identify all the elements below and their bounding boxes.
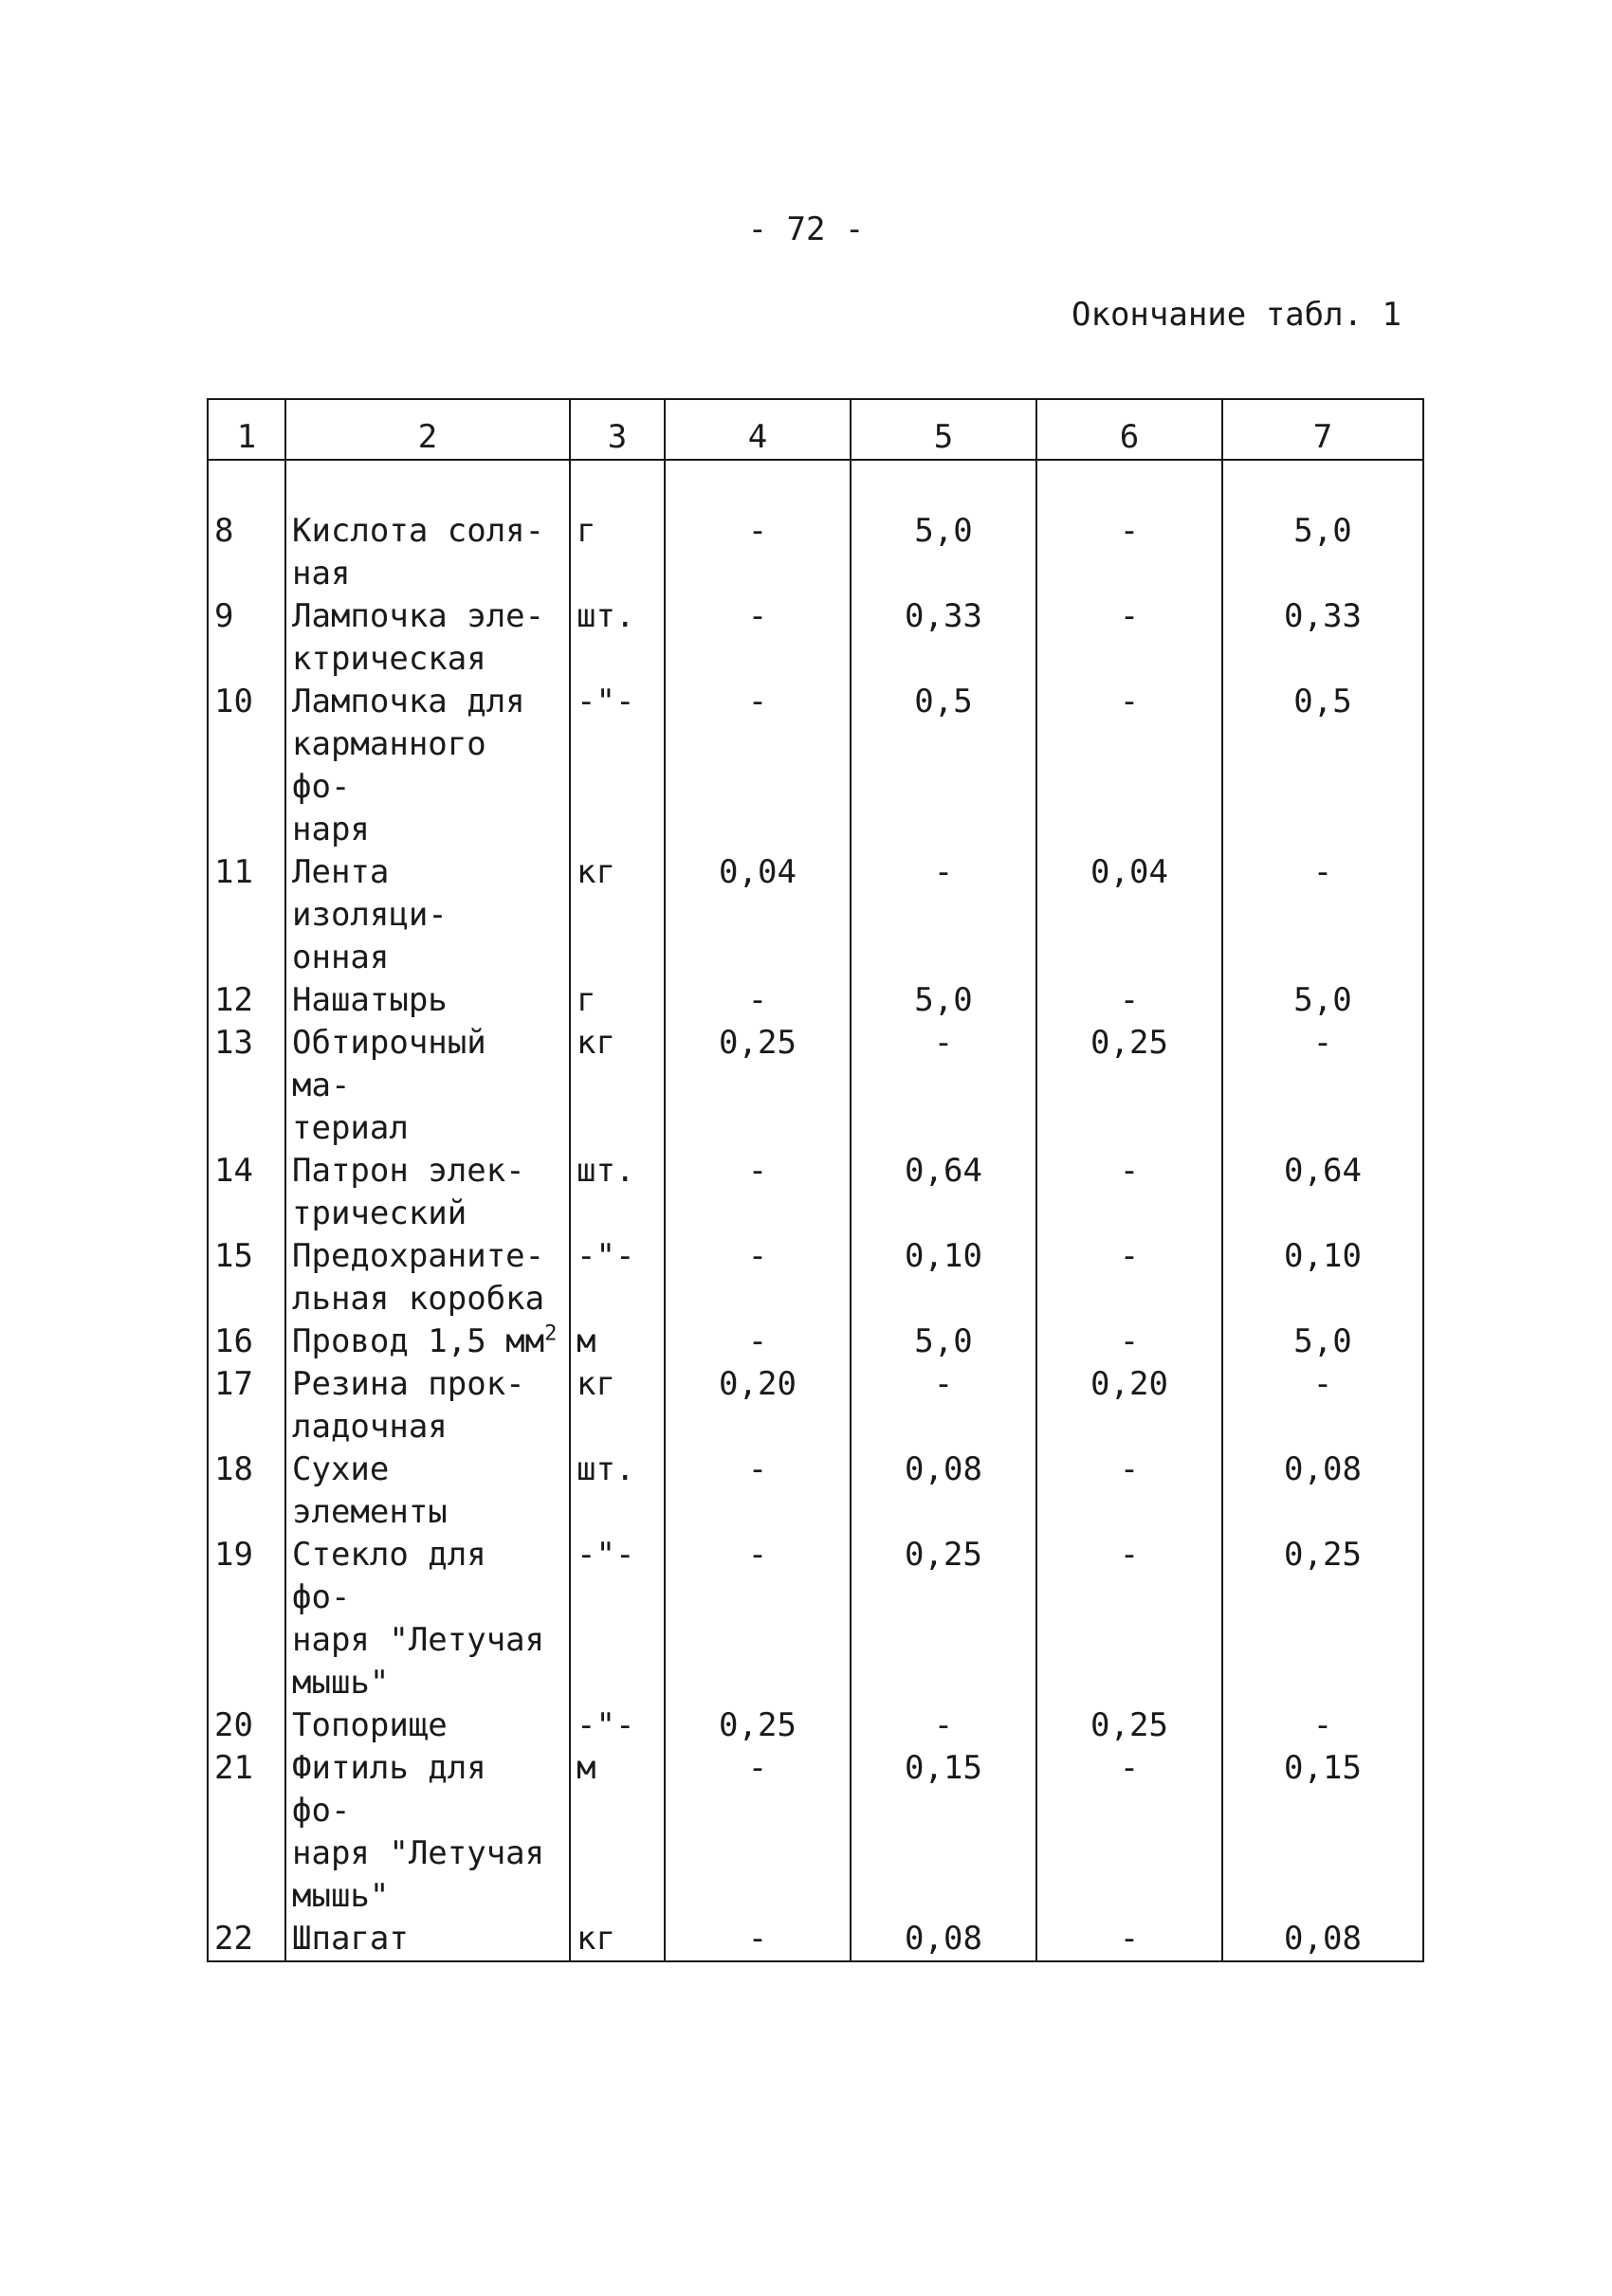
- table-row: [208, 1704, 1423, 1747]
- column-5-value: [851, 1918, 1036, 1961]
- unit-of-measure-text: кг: [577, 1024, 615, 1062]
- column-4-value: [665, 1321, 851, 1363]
- column-6-value: [1036, 1747, 1222, 1918]
- row-number-text: 8: [214, 512, 234, 550]
- column-5-value: [851, 851, 1036, 979]
- row-number: [208, 1534, 285, 1704]
- material-name-text: Резина прок- ладочная: [292, 1365, 525, 1446]
- column-7-value: [1222, 1918, 1423, 1961]
- material-name: [285, 1022, 570, 1150]
- table-caption: Окончание табл. 1: [1072, 296, 1401, 334]
- unit-of-measure-text: -"-: [577, 683, 635, 720]
- column-6-value: [1036, 1363, 1222, 1449]
- column-6-value-text: -: [1119, 1749, 1140, 1787]
- column-5-value-text: 0,08: [905, 1450, 982, 1488]
- row-number: [208, 851, 285, 979]
- table-row: [208, 851, 1423, 979]
- column-5-value-text: 0,10: [905, 1237, 982, 1275]
- row-number-text: 12: [214, 981, 253, 1019]
- column-7-value: [1222, 979, 1423, 1022]
- column-5-value: [851, 1747, 1036, 1918]
- unit-of-measure: [570, 1534, 665, 1704]
- column-4-value: [665, 1747, 851, 1918]
- table-row: [208, 1235, 1423, 1321]
- column-4-value-text: -: [747, 1152, 768, 1190]
- column-6-value: [1036, 1150, 1222, 1235]
- column-header: 1: [208, 399, 285, 460]
- row-number-text: 18: [214, 1450, 253, 1488]
- unit-of-measure: [570, 1918, 665, 1961]
- column-7-value-text: -: [1312, 1706, 1333, 1744]
- unit-of-measure-text: -"-: [577, 1536, 635, 1574]
- row-number-text: 19: [214, 1536, 253, 1574]
- column-7-value: [1222, 595, 1423, 681]
- table-row: [208, 1534, 1423, 1704]
- column-6-value: [1036, 851, 1222, 979]
- column-4-value: [665, 979, 851, 1022]
- column-4-value: [665, 681, 851, 851]
- unit-of-measure: [570, 979, 665, 1022]
- material-name-text: Предохраните- льная коробка: [292, 1237, 545, 1318]
- table-row: [208, 510, 1423, 595]
- column-5-value: [851, 1704, 1036, 1747]
- material-name: [285, 1321, 570, 1363]
- column-7-value: [1222, 681, 1423, 851]
- table-row: [208, 595, 1423, 681]
- column-6-value: [1036, 510, 1222, 595]
- unit-of-measure: [570, 851, 665, 979]
- column-4-value: [665, 851, 851, 979]
- column-7-value: [1222, 1363, 1423, 1449]
- unit-of-measure-text: кг: [577, 853, 615, 891]
- table-row: [208, 979, 1423, 1022]
- row-number: [208, 510, 285, 595]
- table-row: [208, 681, 1423, 851]
- unit-of-measure: [570, 1704, 665, 1747]
- column-4-value-text: 0,25: [719, 1024, 797, 1062]
- column-5-value: [851, 979, 1036, 1022]
- column-6-value-text: -: [1119, 1237, 1140, 1275]
- column-4-value-text: -: [747, 1450, 768, 1488]
- column-7-value-text: -: [1312, 1365, 1333, 1403]
- table-body: [208, 460, 1423, 1961]
- row-number-text: 13: [214, 1024, 253, 1062]
- column-4-value: [665, 1918, 851, 1961]
- column-6-value-text: -: [1119, 1536, 1140, 1574]
- row-number-text: 10: [214, 683, 253, 720]
- table-row: [208, 1918, 1423, 1961]
- column-6-value-text: -: [1119, 1450, 1140, 1488]
- material-name: [285, 979, 570, 1022]
- material-name: [285, 510, 570, 595]
- column-7-value-text: 0,10: [1284, 1237, 1362, 1275]
- row-number-text: 9: [214, 597, 234, 635]
- column-6-value-text: -: [1119, 683, 1140, 720]
- row-number: [208, 1704, 285, 1747]
- column-5-value: [851, 1022, 1036, 1150]
- column-6-value: [1036, 595, 1222, 681]
- material-name: [285, 1150, 570, 1235]
- column-6-value: [1036, 1022, 1222, 1150]
- row-number-text: 20: [214, 1706, 253, 1744]
- column-6-value-text: 0,04: [1090, 853, 1168, 891]
- column-4-value: [665, 1150, 851, 1235]
- material-name-text: Шпагат: [292, 1920, 409, 1958]
- column-6-value-text: 0,20: [1090, 1365, 1168, 1403]
- column-5-value: [851, 510, 1036, 595]
- column-6-value-text: -: [1119, 512, 1140, 550]
- column-4-value: [665, 1704, 851, 1747]
- column-5-value: [851, 681, 1036, 851]
- row-number: [208, 1918, 285, 1961]
- column-5-value: [851, 1449, 1036, 1534]
- column-6-value-text: -: [1119, 597, 1140, 635]
- column-6-value-text: 0,25: [1090, 1024, 1168, 1062]
- column-7-value: [1222, 1704, 1423, 1747]
- row-number: [208, 1747, 285, 1918]
- column-4-value-text: -: [747, 1749, 768, 1787]
- column-7-value-text: 5,0: [1293, 1322, 1352, 1360]
- unit-of-measure: [570, 1022, 665, 1150]
- column-4-value: [665, 1022, 851, 1150]
- unit-of-measure: [570, 1747, 665, 1918]
- column-4-value-text: -: [747, 683, 768, 720]
- column-7-value: [1222, 1235, 1423, 1321]
- material-name-text: Провод 1,5 мм: [292, 1322, 545, 1360]
- material-name-text: Фитиль для фо- наря "Летучая мышь": [292, 1749, 545, 1915]
- column-4-value-text: -: [747, 1536, 768, 1574]
- column-4-value-text: 0,20: [719, 1365, 797, 1403]
- material-name-text: Лампочка для карманного фо- наря: [292, 683, 525, 848]
- column-6-value: [1036, 1449, 1222, 1534]
- column-5-value: [851, 1321, 1036, 1363]
- material-name: [285, 1449, 570, 1534]
- unit-of-measure: [570, 1235, 665, 1321]
- column-6-value: [1036, 1235, 1222, 1321]
- column-7-value: [1222, 1534, 1423, 1704]
- unit-of-measure-text: шт.: [577, 1450, 635, 1488]
- material-name: [285, 851, 570, 979]
- column-5-value-text: -: [933, 1706, 954, 1744]
- column-7-value: [1222, 1449, 1423, 1534]
- row-number-text: 15: [214, 1237, 253, 1275]
- column-6-value-text: -: [1119, 1322, 1140, 1360]
- column-5-value: [851, 1534, 1036, 1704]
- row-number: [208, 1235, 285, 1321]
- page-number: - 72 -: [747, 210, 865, 248]
- unit-of-measure-text: кг: [577, 1365, 615, 1403]
- row-number: [208, 681, 285, 851]
- column-4-value-text: -: [747, 1920, 768, 1958]
- column-5-value-text: 5,0: [914, 1322, 973, 1360]
- table-row: [208, 1449, 1423, 1534]
- table-row: [208, 1747, 1423, 1918]
- column-7-value-text: 5,0: [1293, 981, 1352, 1019]
- column-4-value-text: -: [747, 1322, 768, 1360]
- unit-of-measure: [570, 1150, 665, 1235]
- column-7-value-text: -: [1312, 1024, 1333, 1062]
- column-5-value-text: 5,0: [914, 981, 973, 1019]
- material-name: [285, 1918, 570, 1961]
- unit-of-measure-text: шт.: [577, 597, 635, 635]
- spacer-row: [208, 460, 1423, 510]
- column-6-value: [1036, 1918, 1222, 1961]
- column-header: 3: [570, 399, 665, 460]
- row-number-text: 22: [214, 1920, 253, 1958]
- unit-of-measure-text: м: [577, 1322, 596, 1360]
- column-7-value-text: 5,0: [1293, 512, 1352, 550]
- material-name-text: Сухие элементы: [292, 1450, 448, 1531]
- unit-of-measure-text: шт.: [577, 1152, 635, 1190]
- unit-of-measure: [570, 1363, 665, 1449]
- material-name: [285, 681, 570, 851]
- column-4-value-text: 0,25: [719, 1706, 797, 1744]
- unit-of-measure-text: г: [577, 981, 596, 1019]
- unit-of-measure: [570, 681, 665, 851]
- row-number: [208, 595, 285, 681]
- column-7-value-text: 0,08: [1284, 1920, 1362, 1958]
- unit-of-measure-text: м: [577, 1749, 596, 1787]
- material-name: [285, 1747, 570, 1918]
- column-5-value-text: -: [933, 853, 954, 891]
- column-header: 4: [665, 399, 851, 460]
- column-7-value: [1222, 510, 1423, 595]
- material-name-text: Кислота соля- ная: [292, 512, 545, 592]
- unit-of-measure: [570, 1321, 665, 1363]
- column-6-value: [1036, 1704, 1222, 1747]
- column-4-value-text: 0,04: [719, 853, 797, 891]
- column-4-value: [665, 1363, 851, 1449]
- column-6-value-text: -: [1119, 981, 1140, 1019]
- row-number: [208, 1150, 285, 1235]
- superscript: 2: [544, 1321, 558, 1346]
- column-7-value-text: 0,64: [1284, 1152, 1362, 1190]
- column-header: 5: [851, 399, 1036, 460]
- column-4-value-text: -: [747, 981, 768, 1019]
- column-4-value: [665, 1235, 851, 1321]
- column-7-value-text: 0,33: [1284, 597, 1362, 635]
- material-name: [285, 1363, 570, 1449]
- column-7-value-text: 0,25: [1284, 1536, 1362, 1574]
- row-number: [208, 1321, 285, 1363]
- column-4-value-text: -: [747, 1237, 768, 1275]
- column-4-value-text: -: [747, 597, 768, 635]
- column-6-value-text: 0,25: [1090, 1706, 1168, 1744]
- column-4-value: [665, 510, 851, 595]
- column-6-value: [1036, 1321, 1222, 1363]
- row-number-text: 16: [214, 1322, 253, 1360]
- unit-of-measure-text: -"-: [577, 1706, 635, 1744]
- column-6-value: [1036, 1534, 1222, 1704]
- material-name-text: Лента изоляци- онная: [292, 853, 448, 976]
- column-7-value-text: 0,5: [1293, 683, 1352, 720]
- material-name-text: Лампочка эле- ктрическая: [292, 597, 545, 678]
- column-5-value-text: 0,15: [905, 1749, 982, 1787]
- column-7-value: [1222, 1022, 1423, 1150]
- column-5-value-text: 0,08: [905, 1920, 982, 1958]
- row-number-text: 21: [214, 1749, 253, 1787]
- column-5-value-text: -: [933, 1024, 954, 1062]
- unit-of-measure-text: кг: [577, 1920, 615, 1958]
- materials-table: [207, 398, 1424, 1962]
- table-header-row: [208, 399, 1423, 460]
- column-6-value-text: -: [1119, 1152, 1140, 1190]
- column-header: 2: [285, 399, 570, 460]
- table-row: [208, 1022, 1423, 1150]
- material-name: [285, 595, 570, 681]
- column-4-value: [665, 595, 851, 681]
- column-7-value-text: -: [1312, 853, 1333, 891]
- column-5-value: [851, 1363, 1036, 1449]
- row-number-text: 11: [214, 853, 253, 891]
- row-number-text: 14: [214, 1152, 253, 1190]
- column-4-value: [665, 1449, 851, 1534]
- column-6-value: [1036, 979, 1222, 1022]
- column-5-value-text: 0,64: [905, 1152, 982, 1190]
- column-header: 7: [1222, 399, 1423, 460]
- material-name-text: Патрон элек- трический: [292, 1152, 525, 1232]
- table-row: [208, 1363, 1423, 1449]
- column-6-value-text: -: [1119, 1920, 1140, 1958]
- unit-of-measure: [570, 1449, 665, 1534]
- table-row: [208, 1321, 1423, 1363]
- row-number-text: 17: [214, 1365, 253, 1403]
- unit-of-measure: [570, 510, 665, 595]
- unit-of-measure-text: -"-: [577, 1237, 635, 1275]
- material-name: [285, 1534, 570, 1704]
- column-4-value-text: -: [747, 512, 768, 550]
- column-5-value-text: 0,5: [914, 683, 973, 720]
- column-5-value-text: 0,25: [905, 1536, 982, 1574]
- column-7-value: [1222, 1150, 1423, 1235]
- row-number: [208, 979, 285, 1022]
- column-6-value: [1036, 681, 1222, 851]
- material-name: [285, 1235, 570, 1321]
- material-name-text: Нашатырь: [292, 981, 448, 1019]
- column-7-value: [1222, 851, 1423, 979]
- column-5-value: [851, 595, 1036, 681]
- material-name-text: Обтирочный ма- териал: [292, 1024, 486, 1147]
- column-4-value: [665, 1534, 851, 1704]
- column-7-value: [1222, 1747, 1423, 1918]
- column-header: 6: [1036, 399, 1222, 460]
- material-name: [285, 1704, 570, 1747]
- row-number: [208, 1363, 285, 1449]
- table-row: [208, 1150, 1423, 1235]
- column-5-value-text: 5,0: [914, 512, 973, 550]
- column-5-value-text: -: [933, 1365, 954, 1403]
- material-name-text: Топорище: [292, 1706, 448, 1744]
- row-number: [208, 1449, 285, 1534]
- unit-of-measure: [570, 595, 665, 681]
- column-5-value: [851, 1235, 1036, 1321]
- material-name-text: Стекло для фо- наря "Летучая мышь": [292, 1536, 545, 1702]
- column-5-value-text: 0,33: [905, 597, 982, 635]
- column-7-value-text: 0,08: [1284, 1450, 1362, 1488]
- column-7-value: [1222, 1321, 1423, 1363]
- column-7-value-text: 0,15: [1284, 1749, 1362, 1787]
- row-number: [208, 1022, 285, 1150]
- column-5-value: [851, 1150, 1036, 1235]
- unit-of-measure-text: г: [577, 512, 596, 550]
